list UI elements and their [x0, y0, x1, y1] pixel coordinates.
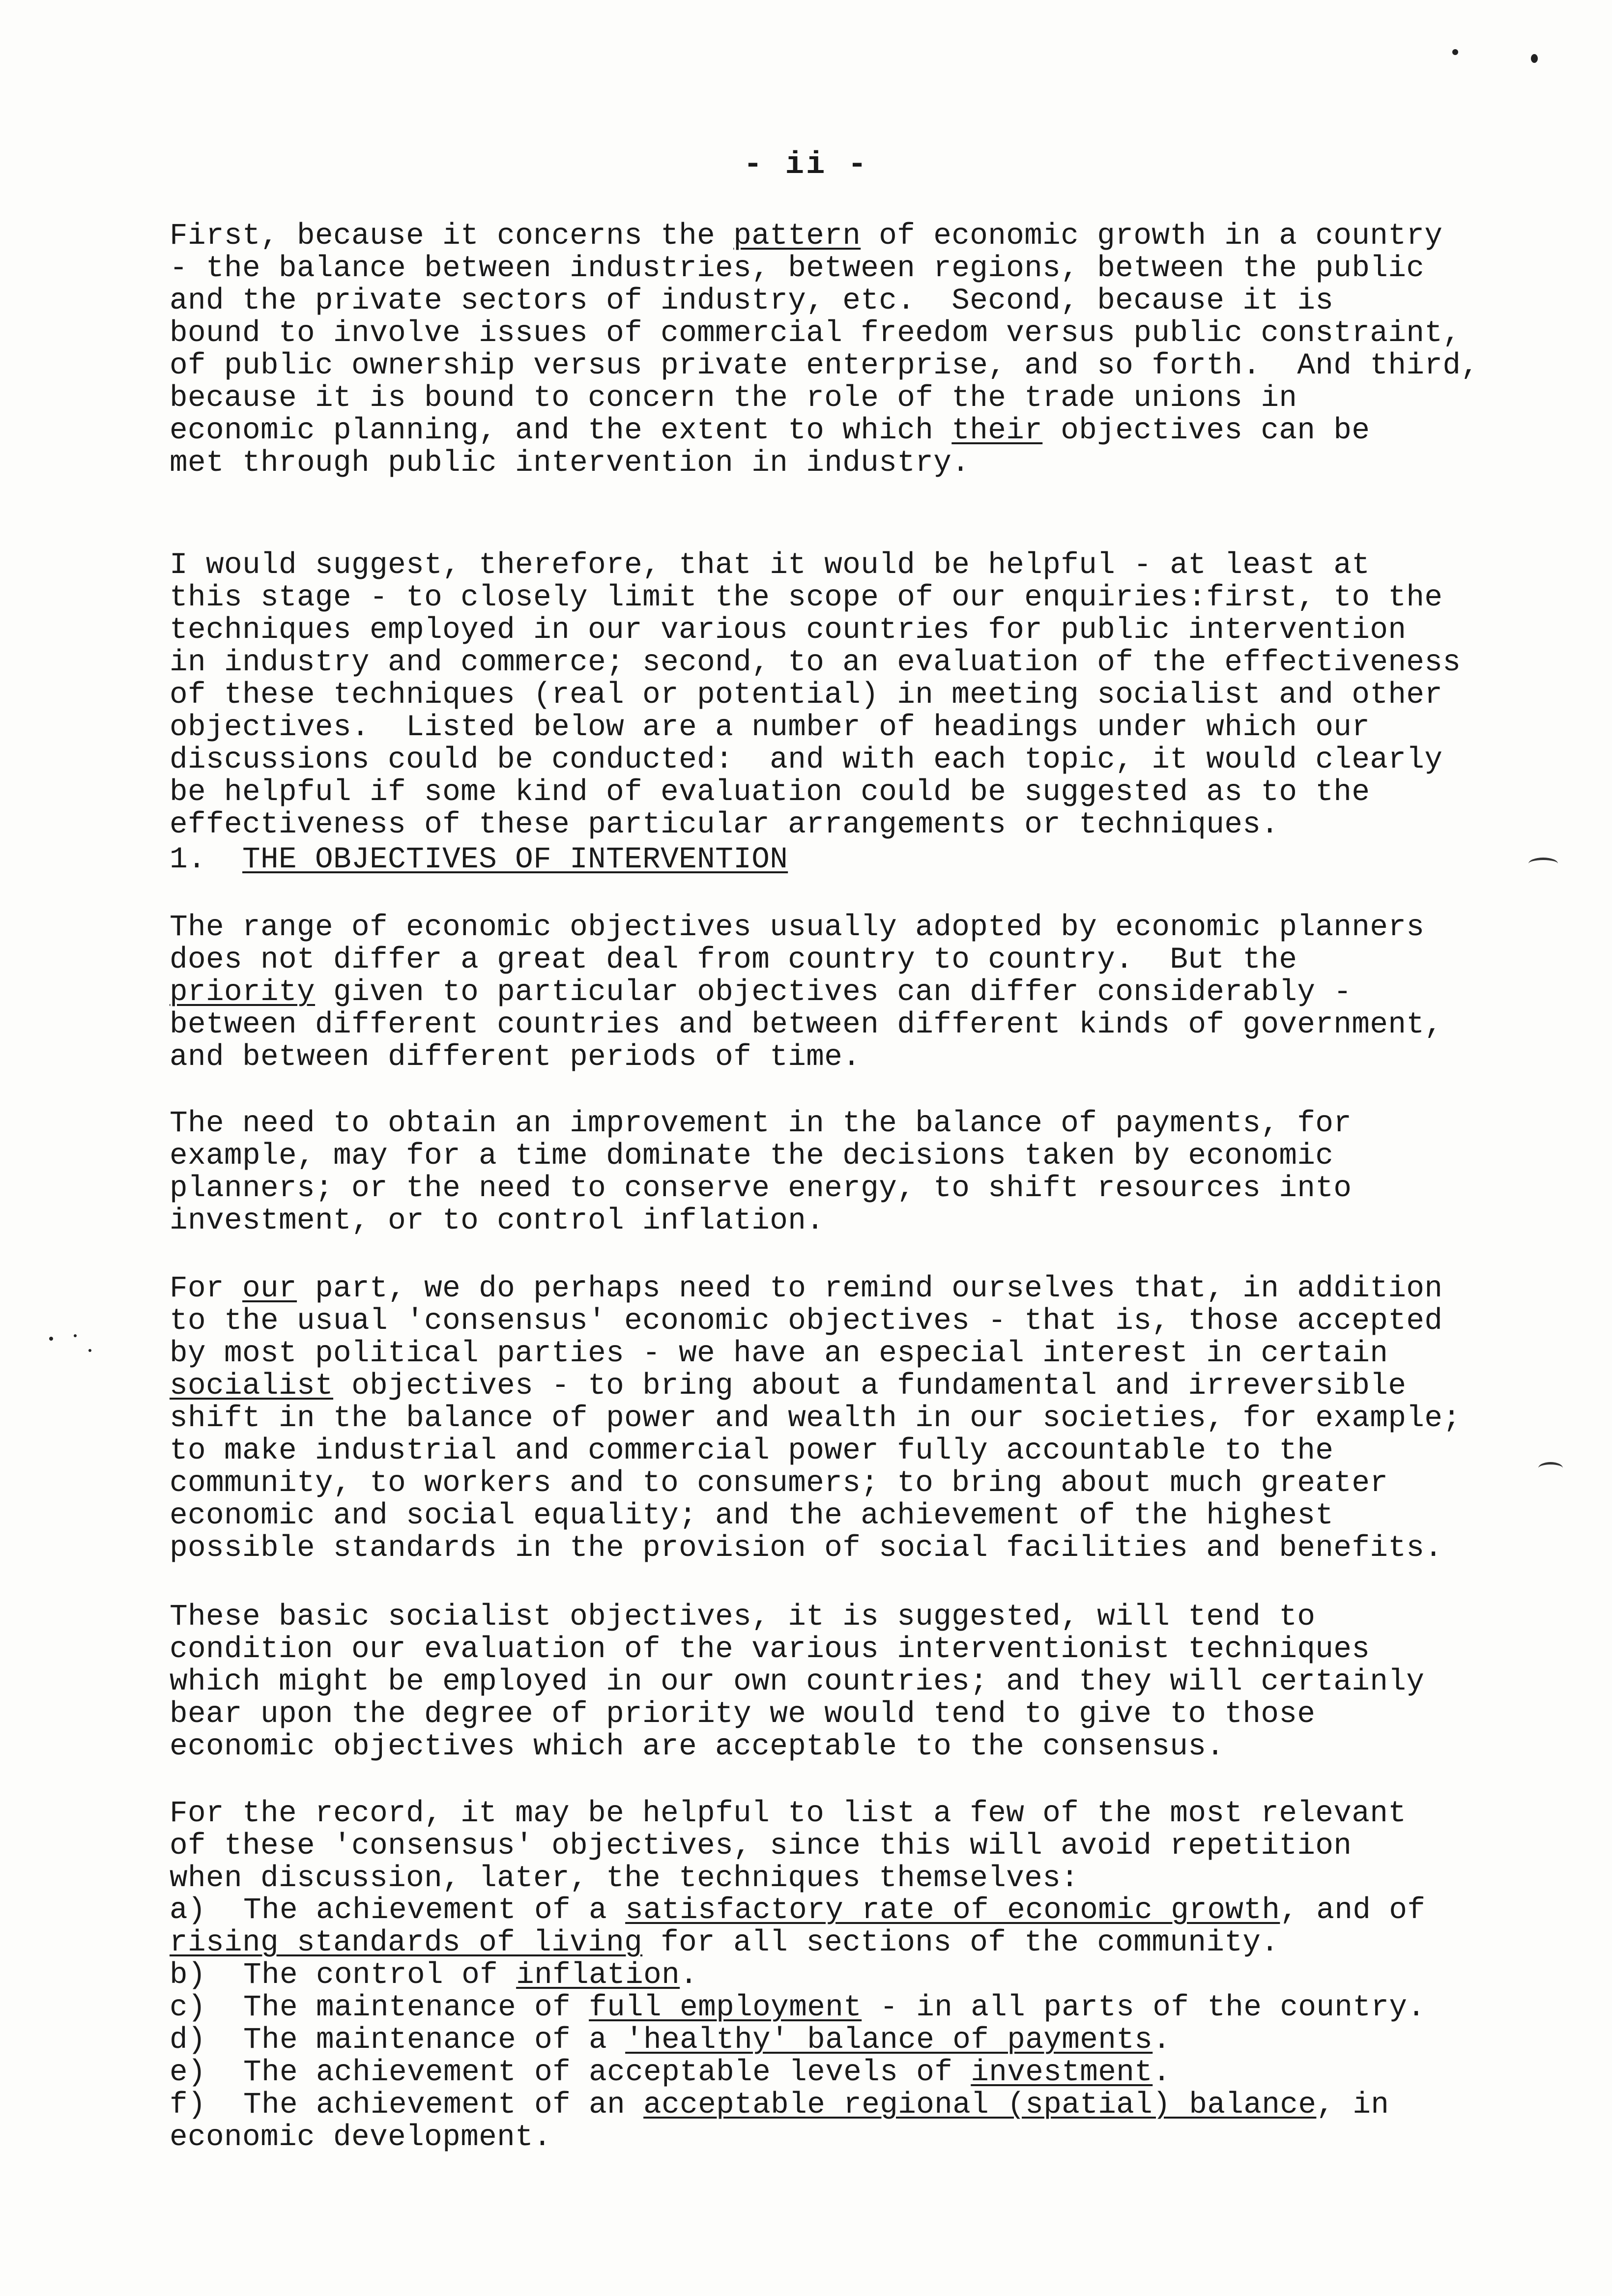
text-run: for all sections of the community.: [642, 1926, 1279, 1960]
paragraph-socialist-objectives: [170, 1273, 1546, 1565]
text-line: community, to workers and to consumers; to bring about much greater: [170, 1466, 1388, 1500]
scan-mark: [49, 1337, 53, 1341]
page-number: - ii -: [743, 147, 869, 183]
list-marker: a): [170, 1894, 206, 1927]
paragraph-range-objectives: [170, 912, 1546, 1074]
list-item-continuation: economic development.: [170, 2121, 552, 2154]
text-run: For: [170, 1272, 243, 1306]
list-marker: f): [170, 2088, 206, 2122]
list-marker: d): [170, 2023, 206, 2057]
text-line: economic objectives which are acceptable to the consensus.: [170, 1730, 1225, 1764]
list-item: [170, 2089, 1546, 2122]
scan-mark: [74, 1334, 77, 1337]
text-run: economic planning, and the extent to which: [170, 414, 952, 448]
text-run: .: [680, 1958, 698, 1992]
text-line: condition our evaluation of the various interventionist techniques: [170, 1633, 1370, 1666]
text-line: met through public intervention in industry.: [170, 446, 970, 480]
text-run: of economic growth in a country: [861, 219, 1443, 253]
list-marker: e): [170, 2056, 206, 2090]
underlined-text: pattern: [733, 219, 861, 253]
list-item: [170, 2024, 1546, 2057]
paragraph-for-the-record: [170, 1798, 1546, 1895]
list-marker: b): [170, 1958, 206, 1992]
text-line: example, may for a time dominate the decisions taken by economic: [170, 1139, 1334, 1173]
text-line: and between different periods of time.: [170, 1040, 861, 1074]
text-line: because it is bound to concern the role of the trade unions in: [170, 381, 1297, 415]
text-run: , in: [1316, 2088, 1389, 2122]
underlined-text: socialist: [170, 1369, 334, 1403]
text-line: [170, 1369, 1406, 1403]
paragraph-basic-socialist: [170, 1601, 1546, 1763]
underlined-text: 'healthy' balance of payments: [625, 2023, 1153, 2057]
text-line: bear upon the degree of priority we would tend to give to those: [170, 1697, 1316, 1731]
text-line: techniques employed in our various countries for public intervention: [170, 613, 1407, 647]
list-item-continuation: [170, 1927, 1546, 1959]
text-line: to make industrial and commercial power fully accountable to the: [170, 1434, 1334, 1468]
text-line: be helpful if some kind of evaluation could be suggested as to the: [170, 775, 1370, 809]
underlined-text: satisfactory rate of economic growth: [625, 1894, 1280, 1927]
text-line: of public ownership versus private enterprise, and so forth. And third,: [170, 349, 1479, 383]
paragraph-scope-suggestion: [170, 549, 1546, 841]
text-run: .: [1152, 2023, 1171, 2057]
text-run: objectives can be: [1042, 414, 1370, 448]
underlined-text: full employment: [589, 1991, 862, 2025]
text-run: The maintenance of: [243, 1991, 589, 2025]
text-line: objectives. Listed below are a number of headings under which our: [170, 711, 1370, 745]
text-line: of these techniques (real or potential) in meeting socialist and other: [170, 678, 1443, 712]
section-number: 1.: [170, 843, 206, 877]
text-run: The achievement of acceptable levels of: [243, 2056, 971, 2090]
text-line: The range of economic objectives usually adopted by economic planners: [170, 911, 1425, 945]
text-line: does not differ a great deal from country to country. But the: [170, 943, 1297, 977]
list-item: [170, 1992, 1546, 2024]
text-line: when discussion, later, the techniques themselves:: [170, 1862, 1079, 1895]
text-run: given to particular objectives can differ considerably -: [315, 976, 1352, 1009]
underlined-text: acceptable regional (spatial) balance: [643, 2088, 1317, 2122]
text-line: For the record, it may be helpful to list a few of the most relevant: [170, 1797, 1407, 1831]
paragraph-balance-of-payments: [170, 1108, 1546, 1237]
text-run: - in all parts of the country.: [862, 1991, 1426, 2025]
text-run: part, we do perhaps need to remind ourselves that, in addition: [297, 1272, 1443, 1306]
objectives-list: [170, 1894, 1546, 2154]
list-item: [170, 2057, 1546, 2089]
text-line: [170, 219, 1442, 253]
text-line: [170, 1272, 1442, 1306]
text-line: this stage - to closely limit the scope of our enquiries:first, to the: [170, 581, 1443, 615]
paragraph-intro-reasons: [170, 220, 1546, 480]
text-line: discussions could be conducted: and with each topic, it would clearly: [170, 743, 1443, 777]
text-line: shift in the balance of power and wealth in our societies, for example;: [170, 1402, 1461, 1435]
list-marker: c): [170, 1991, 206, 2025]
underlined-text: their: [951, 414, 1043, 448]
underlined-text: investment: [971, 2056, 1153, 2090]
text-run: , and of: [1280, 1894, 1426, 1927]
text-line: which might be employed in our own countries; and they will certainly: [170, 1665, 1425, 1699]
text-line: The need to obtain an improvement in the balance of payments, for: [170, 1107, 1352, 1141]
text-line: of these 'consensus' objectives, since this will avoid repetition: [170, 1829, 1352, 1863]
text-line: between different countries and between different kinds of government,: [170, 1008, 1443, 1042]
text-line: possible standards in the provision of social facilities and benefits.: [170, 1531, 1443, 1565]
text-run: First, because it concerns the: [170, 219, 734, 253]
text-run: The control of: [243, 1958, 517, 1992]
list-item: [170, 1894, 1546, 1927]
text-line: I would suggest, therefore, that it would be helpful - at least at: [170, 548, 1370, 582]
text-line: in industry and commerce; second, to an evaluation of the effectiveness: [170, 646, 1461, 680]
text-line: - the balance between industries, between regions, between the public: [170, 252, 1425, 286]
text-run: The achievement of an: [243, 2088, 644, 2122]
underlined-text: rising standards of living: [170, 1926, 643, 1960]
scan-mark: [1531, 54, 1538, 63]
text-run: .: [1152, 2056, 1171, 2090]
text-line: investment, or to control inflation.: [170, 1204, 825, 1238]
section-title: THE OBJECTIVES OF INTERVENTION: [242, 843, 788, 877]
list-item: [170, 1959, 1546, 1992]
scan-mark: [1452, 49, 1458, 55]
text-line: planners; or the need to conserve energy, to shift resources into: [170, 1172, 1352, 1205]
text-line: [170, 976, 1352, 1009]
text-run: The maintenance of a: [243, 2023, 626, 2057]
text-line: These basic socialist objectives, it is suggested, will tend to: [170, 1600, 1316, 1634]
text-line: and the private sectors of industry, etc. Second, because it is: [170, 284, 1334, 318]
text-line: by most political parties - we have an especial interest in certain: [170, 1337, 1388, 1371]
text-line: [170, 414, 1370, 448]
underlined-text: our: [242, 1272, 297, 1306]
text-line: bound to involve issues of commercial freedom versus public constraint,: [170, 316, 1461, 350]
text-run: objectives - to bring about a fundamental and irreversible: [333, 1369, 1407, 1403]
text-run: The achievement of a: [243, 1894, 626, 1927]
scan-mark: [88, 1349, 91, 1352]
underlined-text: priority: [170, 976, 316, 1009]
text-line: effectiveness of these particular arrangements or techniques.: [170, 808, 1279, 842]
text-line: to the usual 'consensus' economic objectives - that is, those accepted: [170, 1304, 1443, 1338]
underlined-text: inflation: [516, 1958, 680, 1992]
section-heading: [170, 844, 1546, 876]
text-line: economic and social equality; and the achievement of the highest: [170, 1499, 1334, 1533]
